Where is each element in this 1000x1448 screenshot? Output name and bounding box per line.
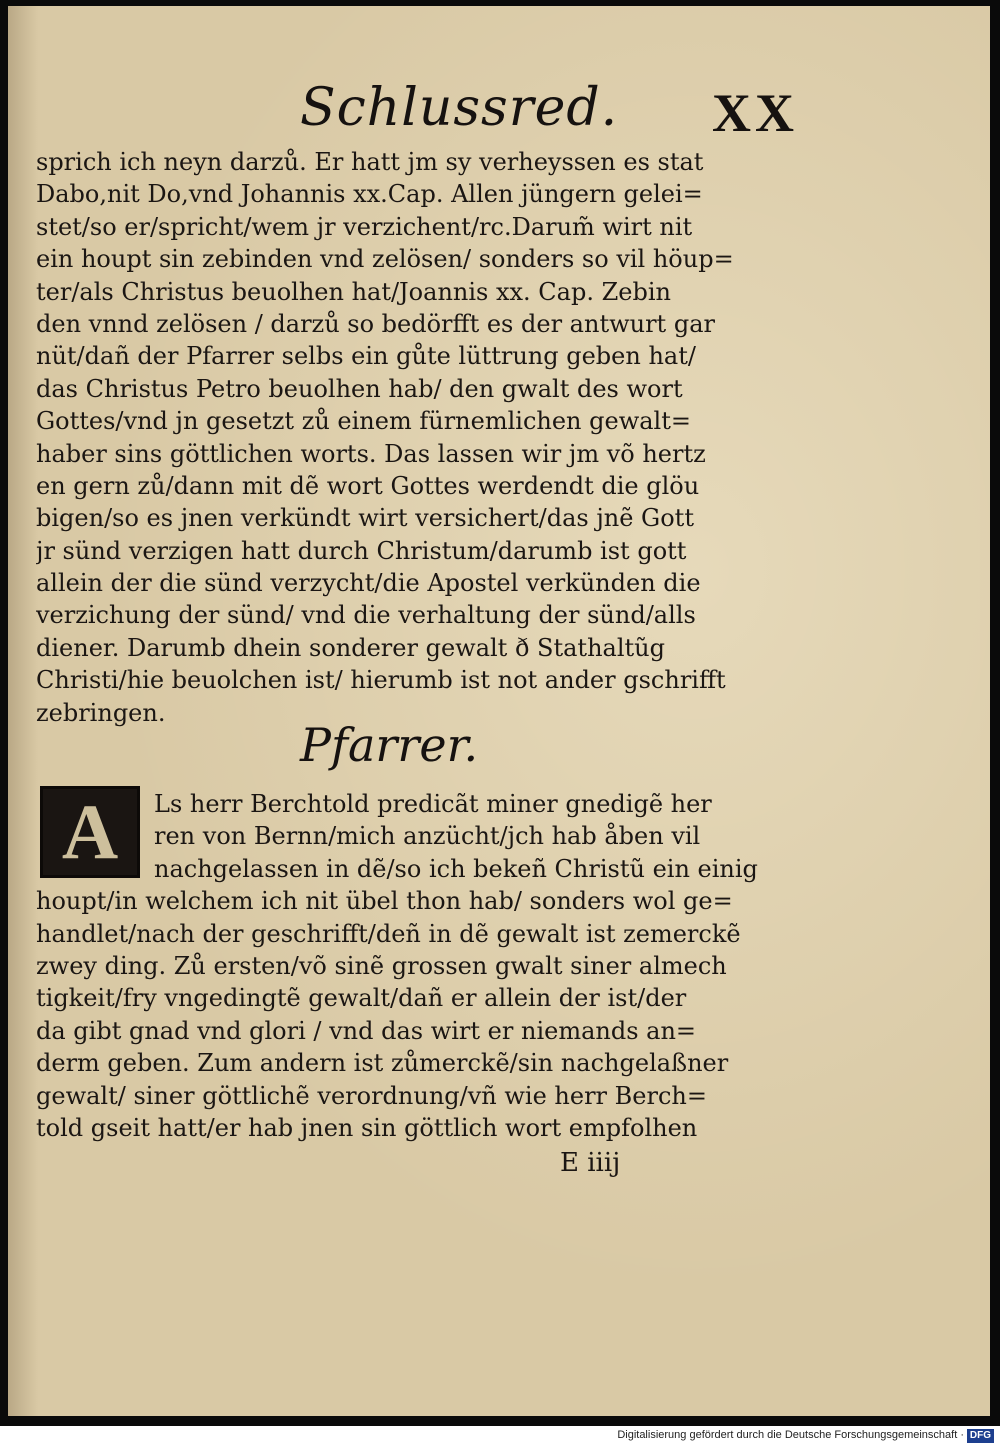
folio-number: XX <box>712 83 798 143</box>
text-line: das Christus Petro beuolhen hab/ den gwalt des wort <box>36 374 683 403</box>
credit-text: Digitalisierung gefördert durch die Deutsche Forschungsgemeinschaft · <box>617 1429 964 1441</box>
section-title: Pfarrer. <box>300 718 479 772</box>
text-line: allein der die sünd verzycht/die Apostel verkünden die <box>36 569 701 598</box>
text-line: ren von Bernn/mich anzücht/jch hab åben vil <box>154 822 701 851</box>
text-line: Christi/hie beuolchen ist/ hierumb ist not ander gschrifft <box>36 666 726 695</box>
text-line: tigkeit/fry vngedingtẽ gewalt/dañ er allein der ist/der <box>36 984 687 1013</box>
credit-bar <box>0 1426 1000 1448</box>
page-header <box>8 78 990 148</box>
signature-mark: E iiij <box>560 1148 621 1178</box>
text-line: diener. Darumb dhein sonderer gewalt ð Stathaltũg <box>36 633 665 662</box>
text-line: Gottes/vnd jn gesetzt zů einem fürnemlichen gewalt= <box>36 407 691 436</box>
text-line: en gern zů/dann mit dẽ wort Gottes werdendt die glöu <box>36 471 700 500</box>
initial-letter: A <box>61 788 119 875</box>
book-page <box>8 6 990 1416</box>
text-line: da gibt gnad vnd glori / vnd das wirt er niemands an= <box>36 1016 697 1045</box>
text-line: den vnnd zelösen / darzů so bedörfft es der antwurt gar <box>36 309 715 338</box>
text-line: sprich ich neyn darzů. Er hatt jm sy verheyssen es stat <box>36 148 704 176</box>
text-line: handlet/nach der geschrifft/deñ in dẽ gewalt ist zemerckẽ <box>36 919 741 948</box>
paragraph-2 <box>36 788 776 1144</box>
text-line: nachgelassen in dẽ/so ich bekeñ Christũ ein einig <box>154 854 758 883</box>
text-line: houpt/in welchem ich nit übel thon hab/ sonders wol ge= <box>36 887 733 916</box>
text-line: ein houpt sin zebinden vnd zelösen/ sonders so vil höup= <box>36 245 734 274</box>
paragraph-1 <box>36 146 776 729</box>
text-line: stet/so er/spricht/wem jr verzichent/rc.Darum̃ wirt nit <box>36 212 693 241</box>
text-line: bigen/so es jnen verkündt wirt versichert/das jnẽ Gott <box>36 504 694 533</box>
text-line: gewalt/ siner göttlichẽ verordnung/vñ wie herr Berch= <box>36 1081 707 1110</box>
text-line: verzichung der sünd/ vnd die verhaltung der sünd/alls <box>36 601 696 630</box>
text-line: Dabo,nit Do,vnd Johannis xx.Cap. Allen jüngern gelei= <box>36 180 703 209</box>
text-line: Ls herr Berchtold predicãt miner gnedigẽ her <box>154 790 712 818</box>
text-line: told gseit hatt/er hab jnen sin göttlich wort empfolhen <box>36 1113 698 1142</box>
dfg-logo: DFG <box>967 1429 994 1443</box>
running-head: Schlussred. <box>300 78 619 138</box>
text-line: derm geben. Zum andern ist zůmerckẽ/sin nachgelaßner <box>36 1049 729 1078</box>
text-line: zwey ding. Zů ersten/võ sinẽ grossen gwalt siner almech <box>36 951 727 980</box>
text-line: nüt/dañ der Pfarrer selbs ein gůte lüttrung geben hat/ <box>36 342 696 371</box>
text-line: jr sünd verzigen hatt durch Christum/darumb ist gott <box>36 536 687 565</box>
text-line: haber sins göttlichen worts. Das lassen wir jm võ hertz <box>36 439 706 468</box>
text-line: zebringen. <box>36 698 166 727</box>
text-line: ter/als Christus beuolhen hat/Joannis xx. Cap. Zebin <box>36 277 671 306</box>
